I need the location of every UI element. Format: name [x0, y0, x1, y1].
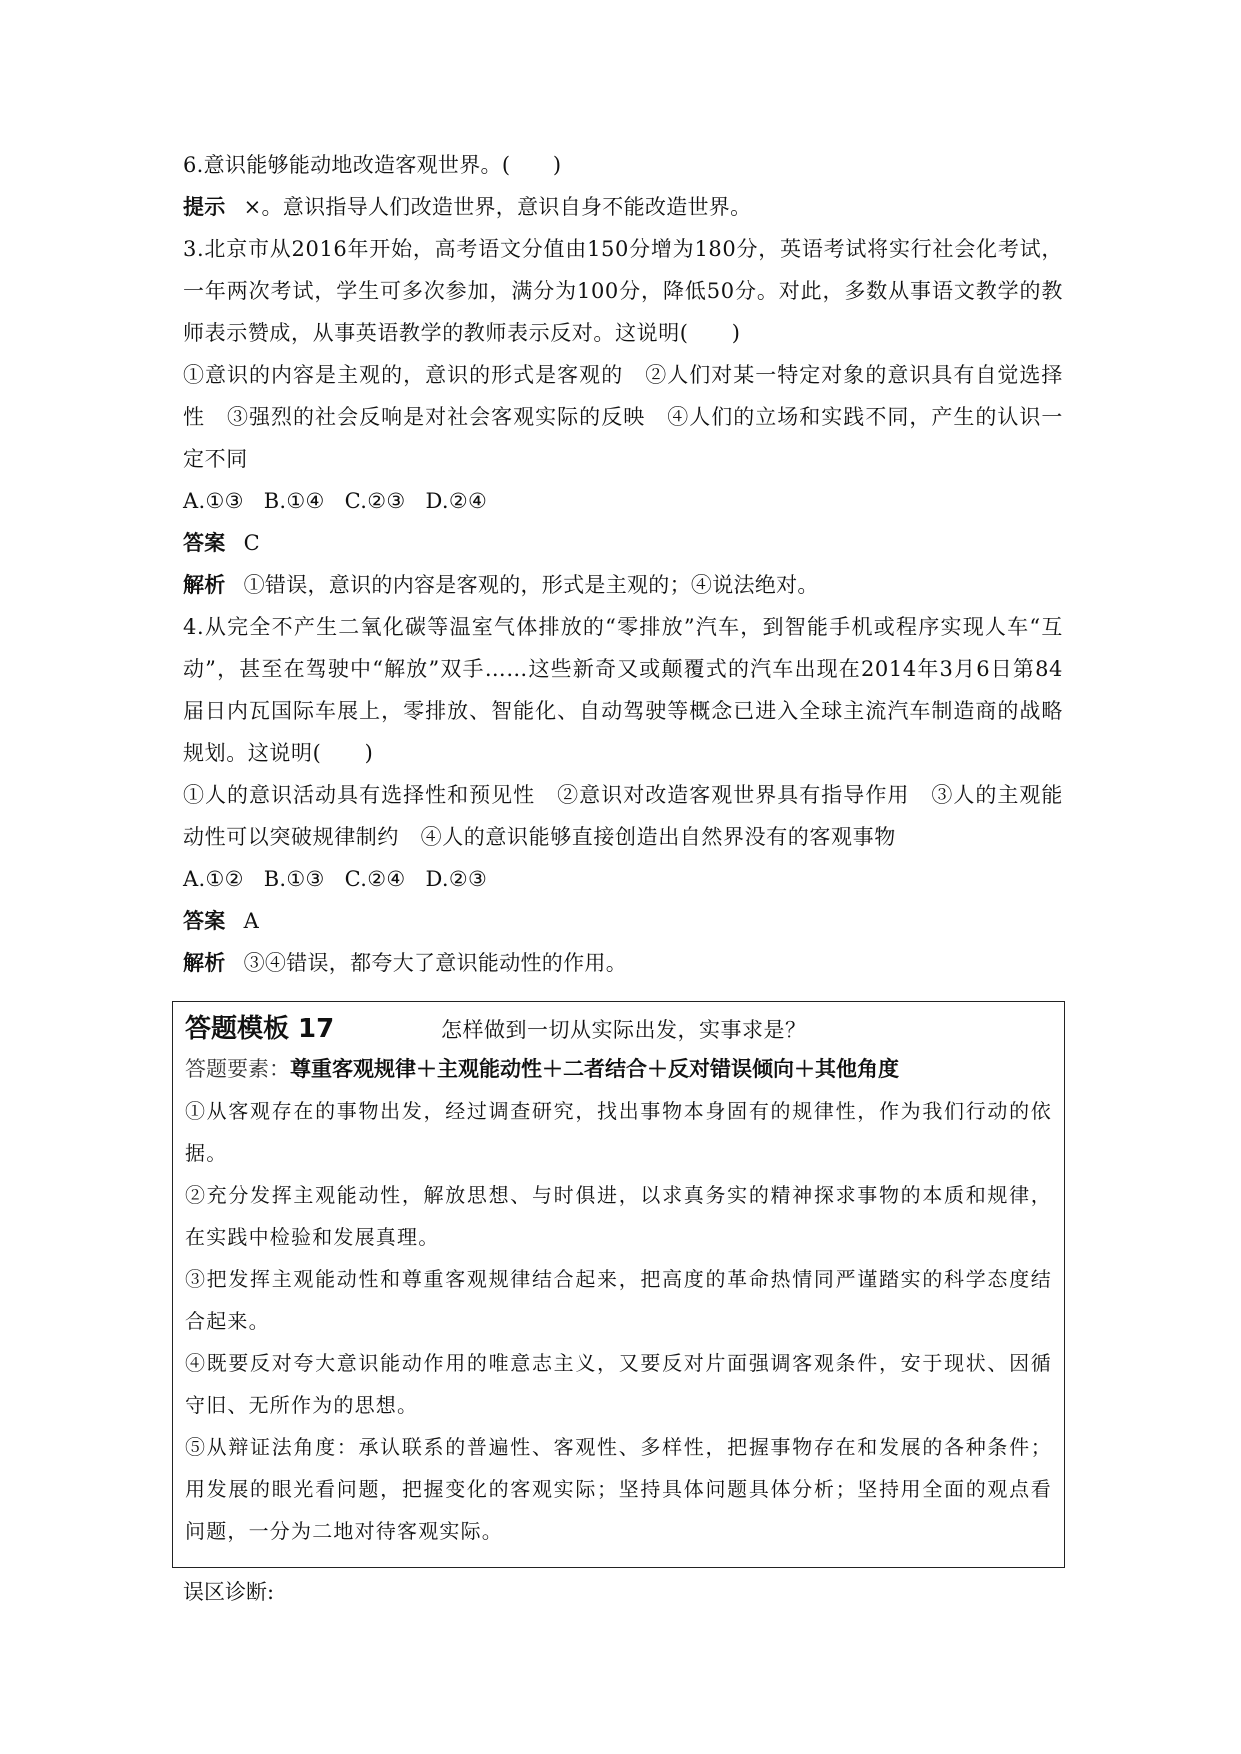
- q4-analysis: [183, 942, 1063, 984]
- q4-option-c: C.②④: [344, 867, 406, 891]
- q3-option-b: B.①④: [263, 489, 325, 513]
- analysis-text: ③④错误，都夸大了意识能动性的作用。: [243, 951, 628, 975]
- answer-label: 答案: [183, 909, 226, 933]
- q3-stem: 3.北京市从2016年开始，高考语文分值由150分增为180分，英语考试将实行社会化考试，一年两次考试，学生可多次参加，满分为100分，降低50分。对此，多数从事语文教学的教师表示赞成，从事英语教学的教师表示反对。这说明( ): [183, 237, 1063, 345]
- q3-option-c: C.②③: [344, 489, 406, 513]
- q3-options: [183, 480, 1063, 522]
- q4-options: [183, 858, 1063, 900]
- q4-statements: ①人的意识活动具有选择性和预见性 ②意识对改造客观世界具有指导作用 ③人的主观能动性可以突破规律制约 ④人的意识能够直接创造出自然界没有的客观事物: [183, 783, 1063, 849]
- answer-value: C: [243, 531, 260, 555]
- template-item-2: ②充分发挥主观能动性，解放思想、与时俱进，以求真务实的精神探求事物的本质和规律，在实践中检验和发展真理。: [185, 1183, 1052, 1249]
- answer-value: A: [243, 909, 260, 933]
- q3-statements: ①意识的内容是主观的，意识的形式是客观的 ②人们对某一特定对象的意识具有自觉选择性 ③强烈的社会反响是对社会客观实际的反映 ④人们的立场和实践不同，产生的认识一定不同: [183, 363, 1063, 471]
- q4-option-b: B.①③: [263, 867, 325, 891]
- requirements-value: 尊重客观规律＋主观能动性＋二者结合＋反对错误倾向＋其他角度: [290, 1057, 899, 1081]
- q6-statement: 6.意识能够能动地改造客观世界。( ): [183, 153, 562, 177]
- analysis-label: 解析: [183, 573, 226, 597]
- template-title: 答题模板 17: [185, 1014, 335, 1044]
- analysis-text: ①错误，意识的内容是客观的，形式是主观的；④说法绝对。: [243, 573, 819, 597]
- q4-answer: [183, 900, 1063, 942]
- template-requirements: [185, 1048, 1052, 1090]
- template-item-5: ⑤从辩证法角度：承认联系的普遍性、客观性、多样性，把握事物存在和发展的各种条件；用发展的眼光看问题，把握变化的客观实际；坚持具体问题具体分析；坚持用全面的观点看问题，一分为二地对待客观实际。: [185, 1435, 1052, 1543]
- template-header: [185, 1008, 1052, 1048]
- hint-label: 提示: [183, 195, 226, 219]
- q3-option-a: A.①③: [183, 489, 244, 513]
- template-item-4: ④既要反对夸大意识能动作用的唯意志主义，又要反对片面强调客观条件，安于现状、因循守旧、无所作为的思想。: [185, 1351, 1052, 1417]
- template-question: 怎样做到一切从实际出发，实事求是？: [441, 1018, 807, 1042]
- hint-text: ×。意识指导人们改造世界，意识自身不能改造世界。: [243, 195, 752, 219]
- answer-template-box: [172, 1001, 1065, 1568]
- template-item-3: ③把发挥主观能动性和尊重客观规律结合起来，把高度的革命热情同严谨踏实的科学态度结合起来。: [185, 1267, 1052, 1333]
- requirements-label: 答题要素：: [185, 1057, 290, 1081]
- analysis-label: 解析: [183, 951, 226, 975]
- template-item-1: ①从客观存在的事物出发，经过调查研究，找出事物本身固有的规律性，作为我们行动的依据。: [185, 1099, 1052, 1165]
- answer-label: 答案: [183, 531, 226, 555]
- q3-option-d: D.②④: [425, 489, 488, 513]
- q4-option-d: D.②③: [425, 867, 488, 891]
- q3-answer: [183, 522, 1063, 564]
- q4-option-a: A.①②: [183, 867, 244, 891]
- q4-stem: 4.从完全不产生二氧化碳等温室气体排放的“零排放”汽车，到智能手机或程序实现人车“互动”，甚至在驾驶中“解放”双手……这些新奇又或颠覆式的汽车出现在2014年3月6日第84届日内瓦国际车展上，零排放、智能化、自动驾驶等概念已进入全球主流汽车制造商的战略规划。这说明( ): [183, 615, 1063, 765]
- question-content: [183, 144, 1063, 984]
- q6-hint: [183, 186, 1063, 228]
- q3-analysis: [183, 564, 1063, 606]
- error-diagnosis-label: 误区诊断:: [183, 1580, 275, 1604]
